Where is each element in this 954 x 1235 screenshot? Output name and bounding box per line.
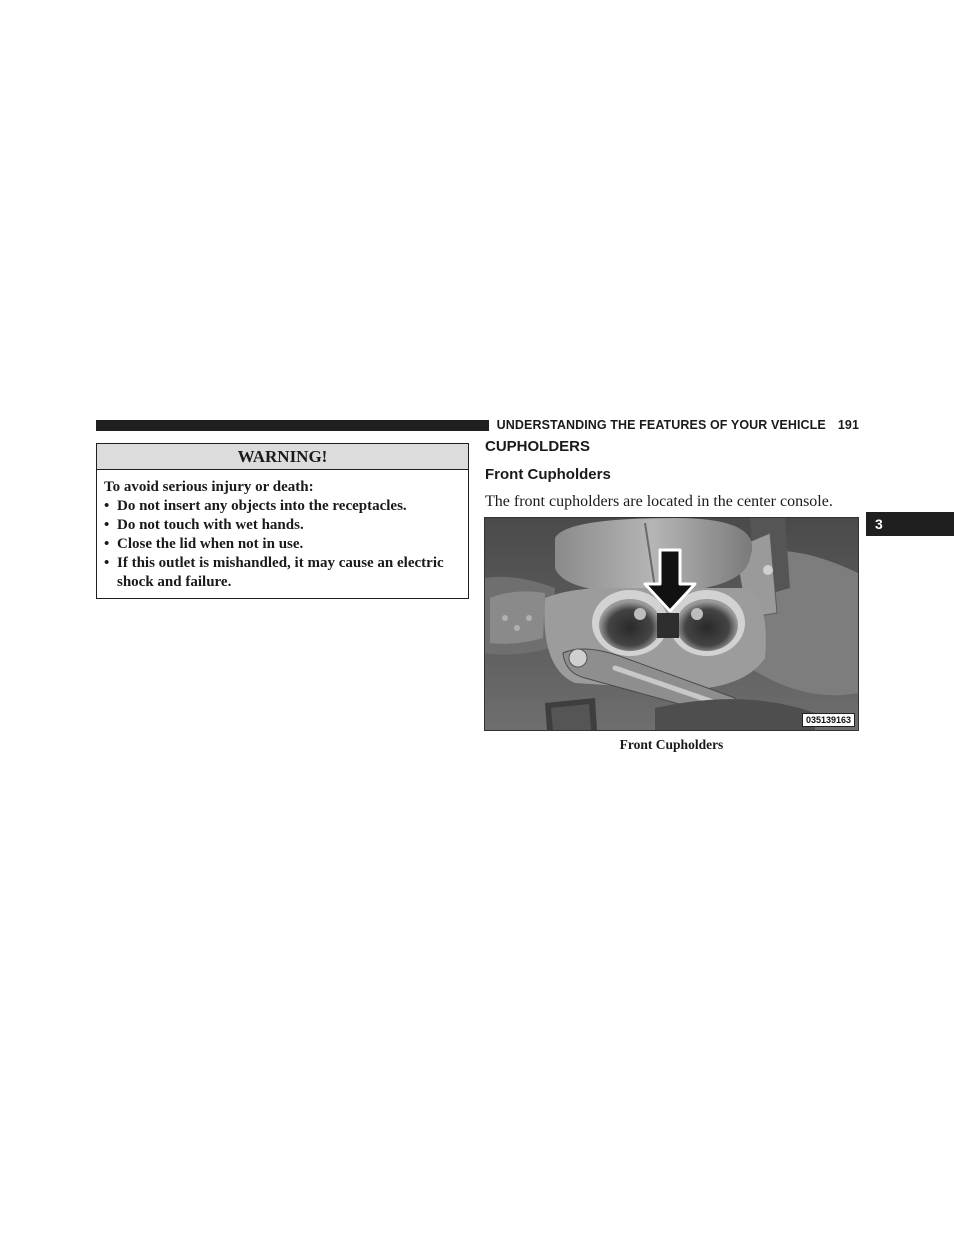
warning-item-text: Do not touch with wet hands. (117, 517, 304, 533)
bullet-icon: • (104, 536, 110, 552)
header-rule (96, 420, 489, 431)
running-head-title: UNDERSTANDING THE FEATURES OF YOUR VEHICLE (496, 418, 826, 432)
page-number: 191 (837, 418, 859, 432)
warning-list (104, 497, 462, 592)
cupholder-illustration (485, 518, 858, 730)
warning-item-text: Do not insert any objects into the receptacles. (117, 498, 407, 514)
warning-item-text: Close the lid when not in use. (117, 536, 304, 552)
section-heading: CUPHOLDERS (485, 438, 591, 455)
chapter-tab (866, 512, 954, 536)
figure-code: 035139163 (802, 713, 855, 727)
warning-title: WARNING! (97, 444, 468, 470)
warning-item (104, 554, 462, 592)
cupholder-figure (484, 517, 859, 731)
warning-item (104, 535, 462, 554)
figure-caption: Front Cupholders (619, 737, 724, 752)
warning-body (97, 470, 468, 592)
warning-intro: To avoid serious injury or death: (104, 479, 314, 495)
warning-item-text: If this outlet is mishandled, it may cause an electric shock and failure. (117, 555, 444, 590)
running-head (497, 417, 859, 433)
bullet-icon: • (104, 498, 110, 514)
warning-item (104, 497, 462, 516)
bullet-icon: • (104, 555, 110, 571)
subsection-heading: Front Cupholders (485, 466, 611, 483)
chapter-number: 3 (875, 516, 883, 532)
bullet-icon: • (104, 517, 110, 533)
warning-item (104, 516, 462, 535)
body-paragraph: The front cupholders are located in the center console. (485, 493, 833, 510)
warning-box (96, 443, 469, 599)
